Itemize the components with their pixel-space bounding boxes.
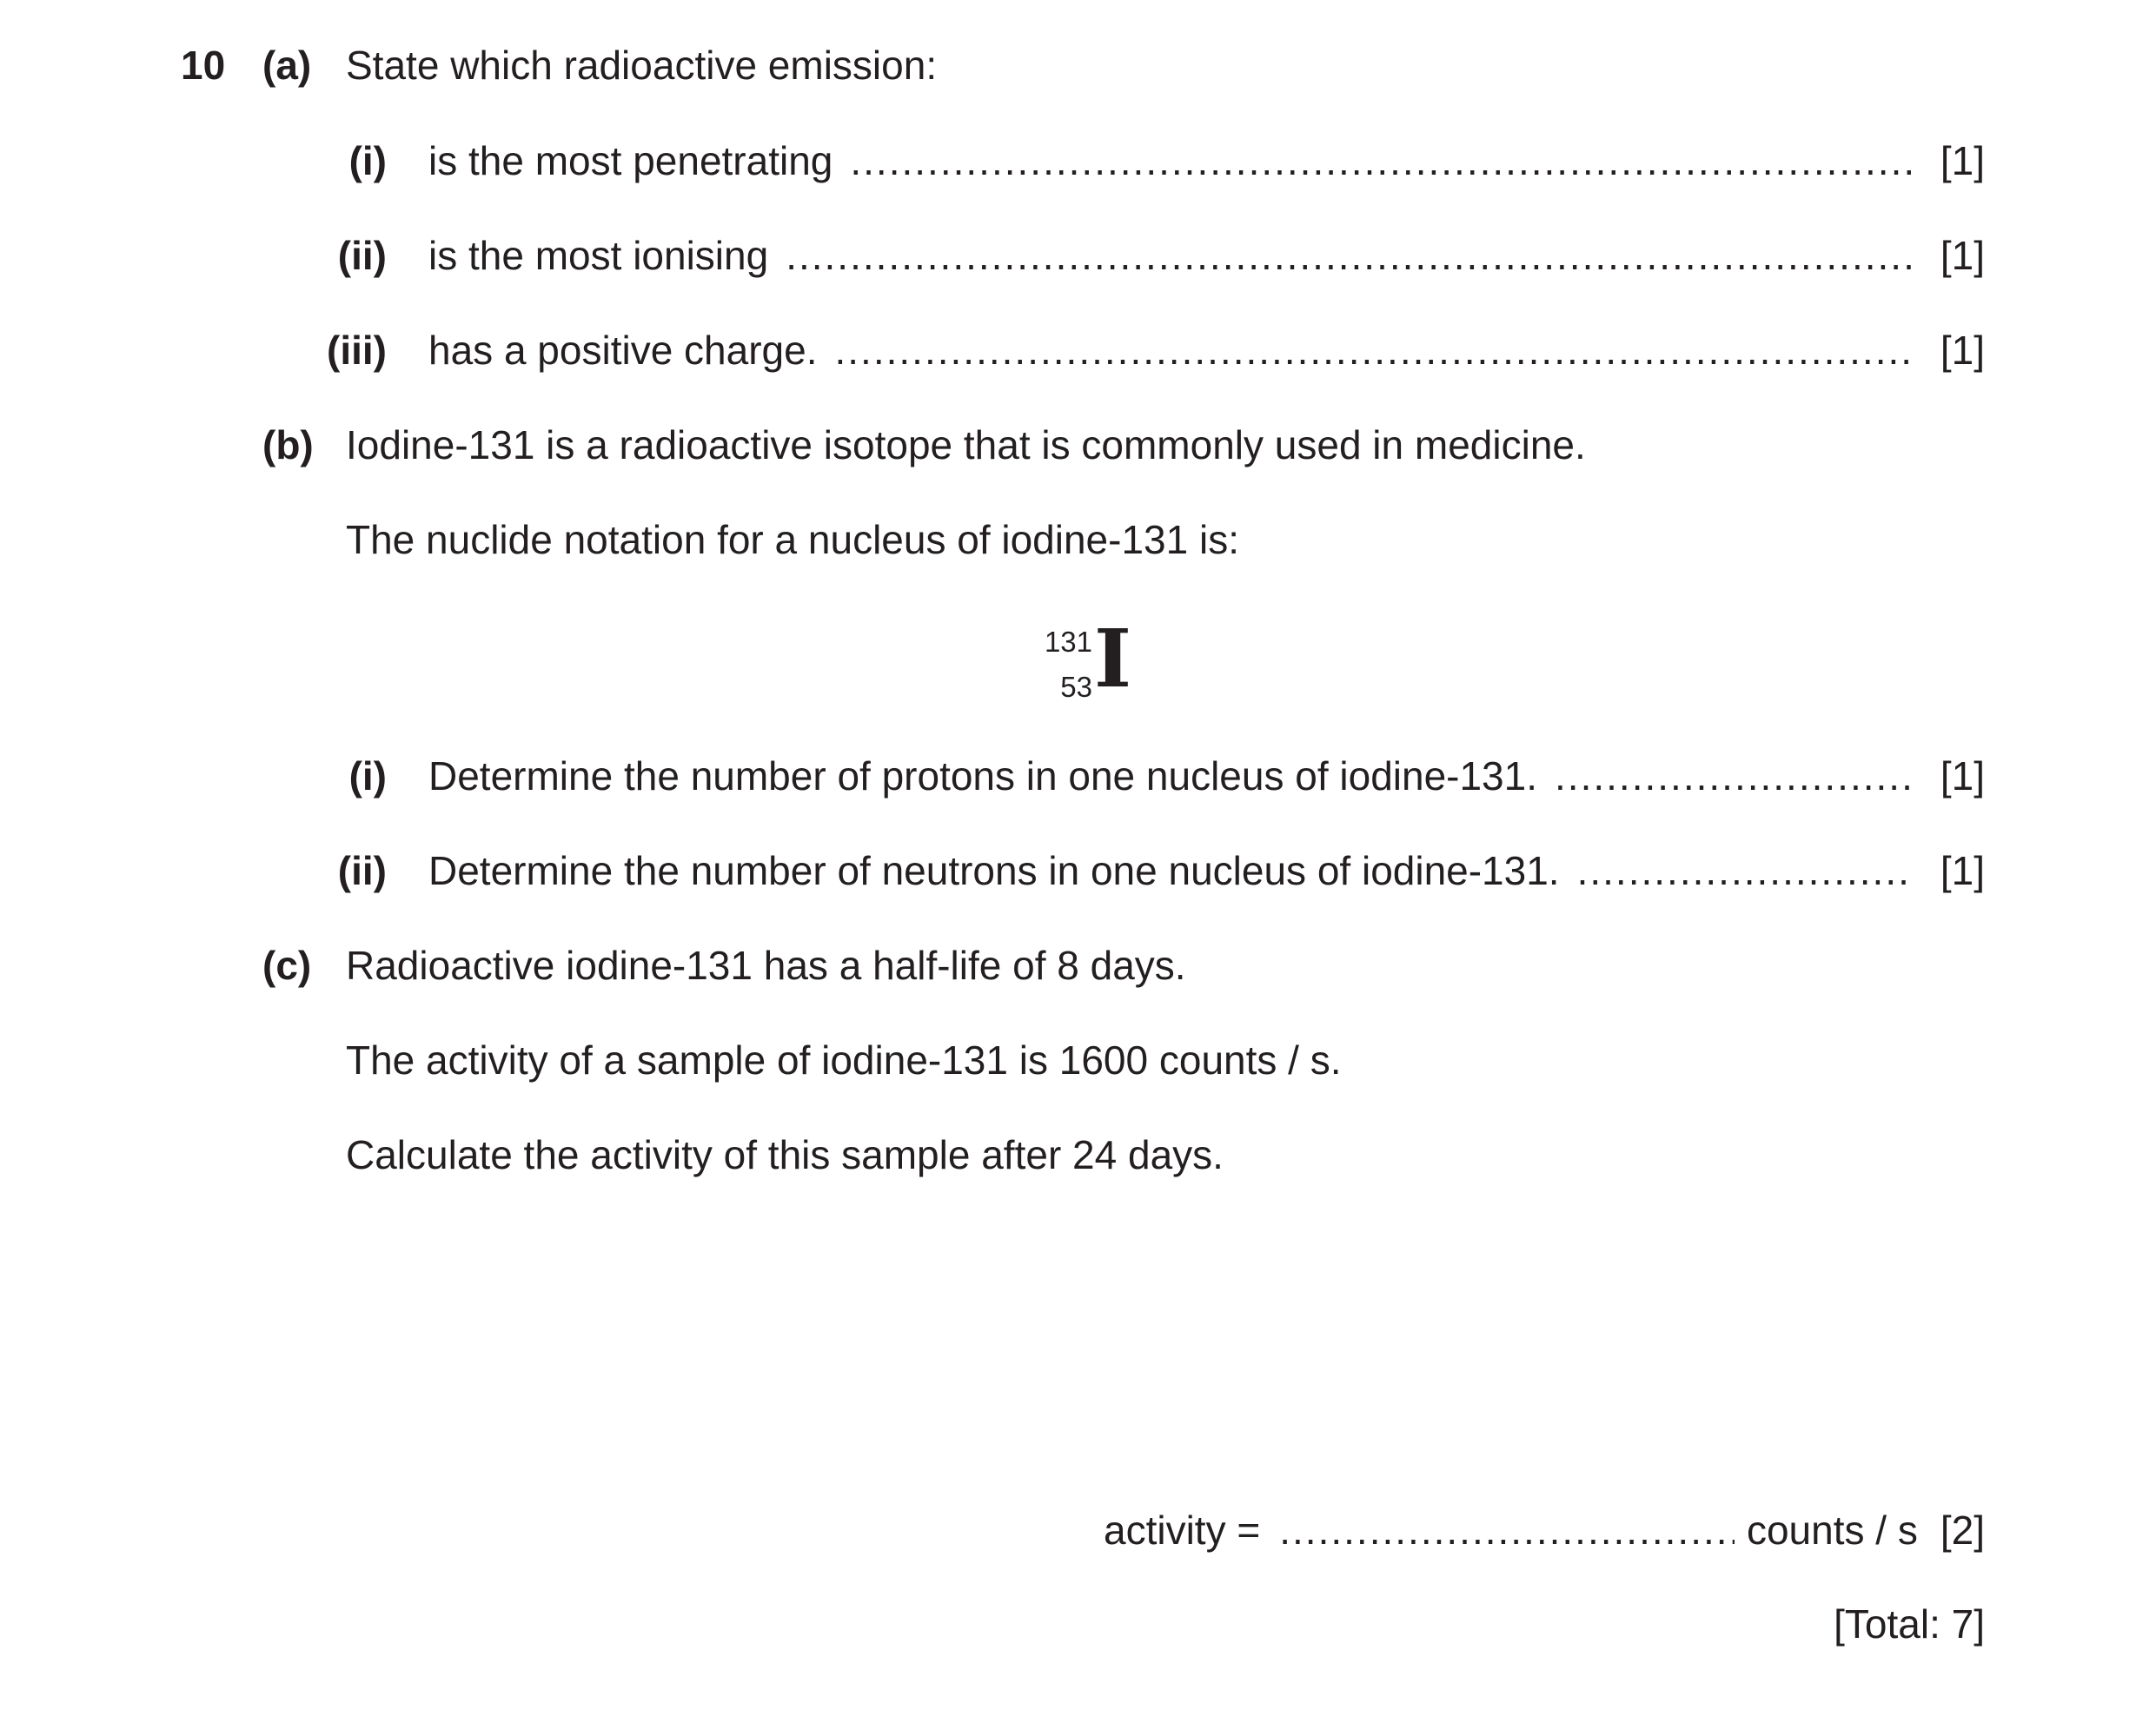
- part-b-stem: Iodine-131 is a radioactive isotope that is commonly used in medicine.: [346, 422, 1586, 467]
- part-a-iii-answer-row[interactable]: [428, 328, 1985, 373]
- part-a-i-answer-row[interactable]: [428, 138, 1985, 183]
- part-b-i-text: Determine the number of protons in one nucleus of iodine-131.: [428, 753, 1538, 799]
- part-a-iii-text: has a positive charge.: [428, 328, 818, 373]
- part-a-stem: State which radioactive emission:: [346, 43, 938, 88]
- element-symbol: I: [1094, 612, 1132, 706]
- part-a-ii-answer-row[interactable]: [428, 233, 1985, 278]
- part-a-i-text: is the most penetrating: [428, 138, 833, 183]
- part-b-ii-answer-row[interactable]: [428, 848, 1985, 893]
- mass-number: 131: [1044, 626, 1092, 658]
- atomic-number: 53: [1060, 671, 1092, 703]
- part-a-ii-label: (ii): [337, 233, 387, 278]
- nuclide-notation: [1025, 612, 1147, 714]
- activity-label: activity =: [1104, 1508, 1261, 1553]
- activity-answer-row[interactable]: [1104, 1508, 1985, 1553]
- question-number: 10: [181, 43, 226, 88]
- answer-line[interactable]: [1279, 1510, 1735, 1550]
- part-b-label: (b): [262, 422, 314, 467]
- part-a-iii-label: (iii): [327, 328, 387, 373]
- answer-line[interactable]: [786, 235, 1914, 275]
- part-b-ii-label: (ii): [337, 848, 387, 893]
- answer-line[interactable]: [850, 141, 1914, 181]
- part-a-i-label: (i): [348, 138, 387, 183]
- marks-badge: [1]: [1940, 138, 1985, 183]
- marks-badge: [1]: [1940, 753, 1985, 799]
- total-marks: [Total: 7]: [1834, 1601, 1985, 1647]
- part-a-ii-text: is the most ionising: [428, 233, 769, 278]
- part-a-label: (a): [262, 43, 312, 88]
- marks-badge: [1]: [1940, 848, 1985, 893]
- part-b-i-answer-row[interactable]: [428, 753, 1985, 799]
- answer-line[interactable]: [835, 330, 1914, 370]
- marks-badge: [1]: [1940, 328, 1985, 373]
- answer-line[interactable]: [1555, 756, 1914, 796]
- part-b-ii-text: Determine the number of neutrons in one nucleus of iodine-131.: [428, 848, 1560, 893]
- part-c-line-1: Radioactive iodine-131 has a half-life of 8 days.: [346, 943, 1186, 988]
- part-b-notation-intro: The nuclide notation for a nucleus of iodine-131 is:: [346, 517, 1239, 562]
- part-c-line-3: Calculate the activity of this sample after 24 days.: [346, 1132, 1224, 1177]
- marks-badge: [1]: [1940, 233, 1985, 278]
- marks-badge: [2]: [1940, 1508, 1985, 1553]
- activity-unit: counts / s: [1746, 1508, 1918, 1553]
- part-b-i-label: (i): [348, 753, 387, 799]
- part-c-line-2: The activity of a sample of iodine-131 is 1600 counts / s.: [346, 1037, 1342, 1083]
- answer-line[interactable]: [1577, 851, 1914, 891]
- part-c-label: (c): [262, 943, 312, 988]
